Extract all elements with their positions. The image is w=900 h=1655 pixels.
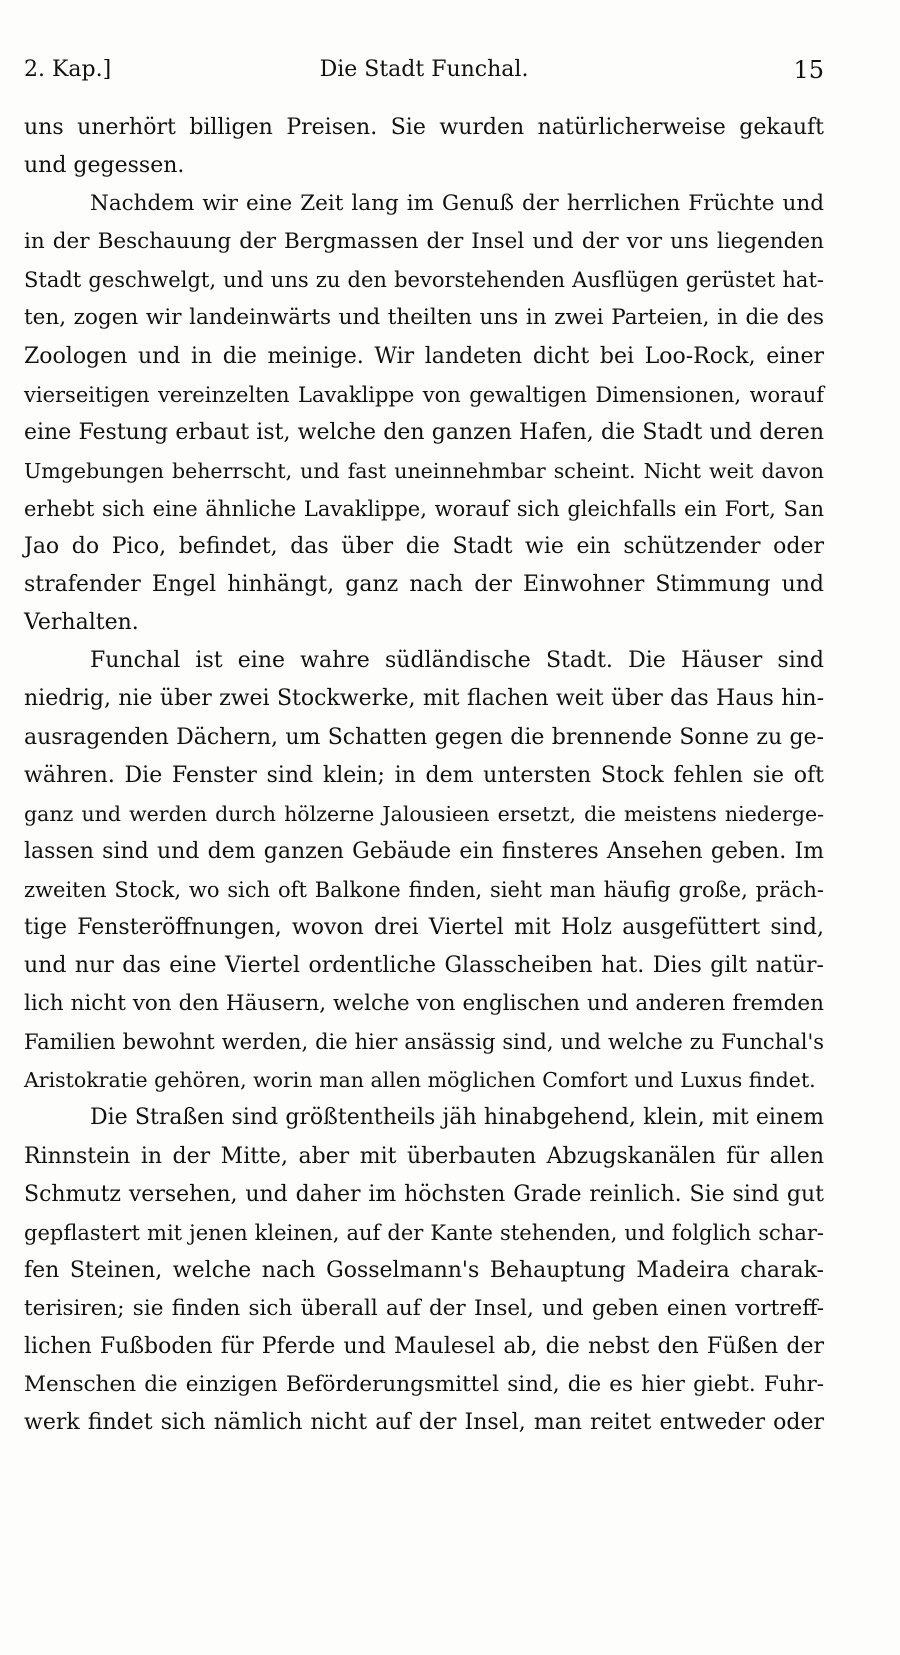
- text-line: gepflastert mit jenen kleinen, auf der Kante stehenden, und folglich schar-: [24, 1220, 824, 1245]
- text-line: werk findet sich nämlich nicht auf der Insel, man reitet entweder oder: [24, 1410, 824, 1436]
- text-line: Zoologen und in die meinige. Wir landeten dicht bei Loo-Rock, einer: [24, 343, 824, 369]
- paragraph-start-line: Nachdem wir eine Zeit lang im Genuß der herrlichen Früchte und: [90, 191, 824, 217]
- text-line: zweiten Stock, wo sich oft Balkone finden, sieht man häufig große, präch-: [24, 877, 824, 902]
- text-line: erhebt sich eine ähnliche Lavaklippe, worauf sich gleichfalls ein Fort, San: [24, 496, 824, 521]
- text-line: in der Beschauung der Bergmassen der Insel und der vor uns liegenden: [24, 229, 824, 255]
- text-line: lassen sind und dem ganzen Gebäude ein finsteres Ansehen geben. Im: [24, 838, 824, 864]
- text-line: terisiren; sie finden sich überall auf der Insel, und geben einen vortreff-: [24, 1295, 824, 1321]
- text-line: strafender Engel hinhängt, ganz nach der Einwohner Stimmung und: [24, 572, 824, 598]
- chapter-label: 2. Kap.]: [24, 57, 112, 82]
- text-line: uns unerhört billigen Preisen. Sie wurden natürlicherweise gekauft: [24, 115, 824, 140]
- text-line: Verhalten.: [24, 610, 139, 636]
- text-line: Familien bewohnt werden, die hier ansässig sind, und welche zu Funchal's: [24, 1030, 824, 1055]
- text-line: Umgebungen beherrscht, und fast uneinnehmbar scheint. Nicht weit davon: [24, 458, 824, 483]
- text-line: eine Festung erbaut ist, welche den ganzen Hafen, die Stadt und deren: [24, 419, 824, 445]
- text-line: fen Steinen, welche nach Gosselmann's Behauptung Madeira charak-: [24, 1257, 824, 1283]
- body-text: [24, 109, 824, 1442]
- running-title: Die Stadt Funchal.: [319, 57, 529, 82]
- text-line: lich nicht von den Häusern, welche von englischen und anderen fremden: [24, 991, 824, 1017]
- page-number: 15: [793, 56, 824, 84]
- text-line: Rinnstein in der Mitte, aber mit überbauten Abzugskanälen für allen: [24, 1143, 824, 1169]
- text-line: und nur das eine Viertel ordentliche Glasscheiben hat. Dies gilt natür-: [24, 953, 824, 979]
- text-line: vierseitigen vereinzelten Lavaklippe von gewaltigen Dimensionen, worauf: [24, 382, 824, 407]
- text-line: ganz und werden durch hölzerne Jalousieen ersetzt, die meistens niederge-: [24, 801, 824, 826]
- text-line: niedrig, nie über zwei Stockwerke, mit flachen weit über das Haus hin-: [24, 686, 824, 712]
- text-line: tige Fensteröffnungen, wovon drei Viertel mit Holz ausgefüttert sind,: [24, 914, 824, 940]
- paragraph-start-line: Die Straßen sind größtentheils jäh hinabgehend, klein, mit einem: [90, 1105, 824, 1131]
- text-line: ten, zogen wir landeinwärts und theilten uns in zwei Parteien, in die des: [24, 305, 824, 331]
- running-header: [24, 50, 824, 90]
- text-line: Schmutz versehen, und daher im höchsten Grade reinlich. Sie sind gut: [24, 1181, 824, 1207]
- text-line: Menschen die einzigen Beförderungsmittel sind, die es hier giebt. Fuhr-: [24, 1372, 824, 1398]
- text-line: währen. Die Fenster sind klein; in dem untersten Stock fehlen sie oft: [24, 762, 824, 788]
- text-line: ausragenden Dächern, um Schatten gegen die brennende Sonne zu ge-: [24, 724, 824, 750]
- text-line: und gegessen.: [24, 153, 185, 179]
- text-line: Aristokratie gehören, worin man allen möglichen Comfort und Luxus findet.: [24, 1068, 816, 1093]
- text-line: Stadt geschwelgt, und uns zu den bevorstehenden Ausflügen gerüstet hat-: [24, 268, 824, 293]
- paragraph-start-line: Funchal ist eine wahre südländische Stadt. Die Häuser sind: [90, 648, 824, 674]
- text-line: Jao do Pico, befindet, das über die Stadt wie ein schützender oder: [24, 534, 824, 560]
- text-line: lichen Fußboden für Pferde und Maulesel ab, die nebst den Füßen der: [24, 1334, 824, 1359]
